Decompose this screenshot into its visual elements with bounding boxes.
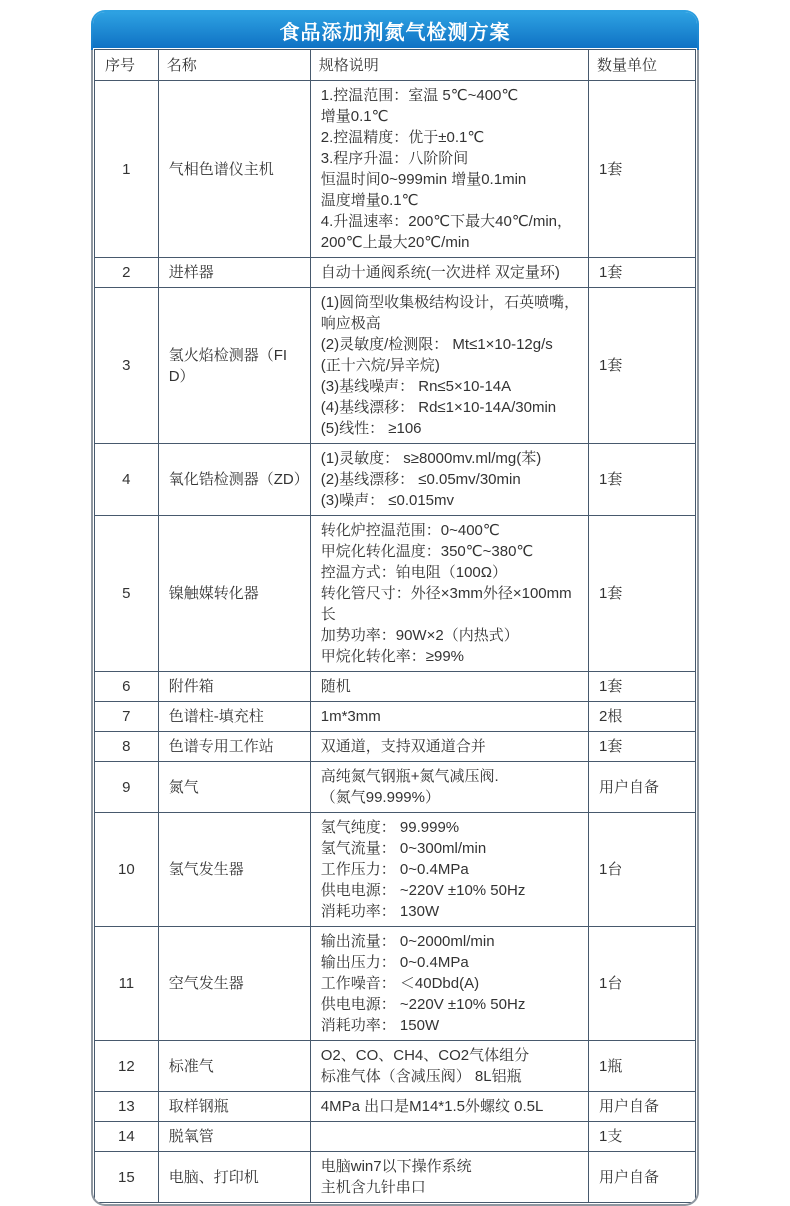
item-spec-cell [310, 288, 588, 444]
spec-line: O2、CO、CH4、CO2气体组分 [320, 1047, 530, 1064]
row-index-cell: 6 [95, 672, 159, 702]
item-name-cell: 电脑、打印机 [158, 1152, 310, 1203]
spec-line: (2)基线漂移： ≤0.05mv/30min [320, 471, 521, 488]
spec-line: (正十六烷/异辛烷) [320, 357, 440, 374]
item-qty-cell: 用户自备 [589, 1152, 696, 1203]
spec-line: 工作压力： 0~0.4MPa [320, 861, 469, 878]
spec-line: 自动十通阀系统(一次进样 双定量环) [320, 264, 560, 281]
spec-line: 电脑win7以下操作系统 [320, 1158, 472, 1175]
spec-line: 1.控温范围：室温 5℃~400℃ [320, 87, 519, 104]
spec-line: 氢气纯度： 99.999% [320, 819, 460, 836]
item-qty-cell: 1套 [589, 81, 696, 258]
spec-line: 供电电源： ~220V ±10% 50Hz [320, 882, 526, 899]
item-name-cell: 氢火焰检测器（FID） [158, 288, 310, 444]
row-index-cell: 3 [95, 288, 159, 444]
item-spec-cell [310, 672, 588, 702]
row-index-cell: 7 [95, 702, 159, 732]
table-row [95, 258, 696, 288]
item-spec-cell [310, 258, 588, 288]
spec-line: 转化管尺寸：外径×3mm外径×100mm长 [320, 585, 572, 623]
spec-line: 输出压力： 0~0.4MPa [320, 954, 469, 971]
spec-card-inner [93, 12, 697, 1204]
item-name-cell: 氢气发生器 [158, 813, 310, 927]
spec-line: 200℃上最大20℃/min [320, 234, 470, 251]
row-index-cell: 11 [95, 927, 159, 1041]
item-name-cell: 色谱柱-填充柱 [158, 702, 310, 732]
table-row [95, 732, 696, 762]
spec-line: 3.程序升温：八阶阶间 [320, 150, 469, 167]
spec-line: 1m*3mm [320, 708, 381, 725]
item-spec-cell [310, 516, 588, 672]
table-row [95, 516, 696, 672]
item-qty-cell: 1支 [589, 1122, 696, 1152]
item-spec-cell [310, 1152, 588, 1203]
item-name-cell: 空气发生器 [158, 927, 310, 1041]
table-row [95, 1092, 696, 1122]
item-name-cell: 进样器 [158, 258, 310, 288]
spec-line: 输出流量： 0~2000ml/min [320, 933, 495, 950]
table-row [95, 1152, 696, 1203]
row-index-cell: 8 [95, 732, 159, 762]
spec-line: 标准气体（含减压阀） 8L铝瓶 [320, 1068, 522, 1085]
spec-line: 加势功率：90W×2（内热式） [320, 627, 519, 644]
item-qty-cell: 1套 [589, 732, 696, 762]
row-index-cell: 14 [95, 1122, 159, 1152]
item-qty-cell: 1套 [589, 444, 696, 516]
table-header-row [95, 50, 696, 81]
table-row [95, 288, 696, 444]
item-name-cell: 附件箱 [158, 672, 310, 702]
spec-line: 响应极高 [320, 315, 381, 332]
spec-line: 甲烷化转化率：≥99% [320, 648, 465, 665]
item-name-cell: 氧化锆检测器（ZD） [158, 444, 310, 516]
row-index-cell: 13 [95, 1092, 159, 1122]
header-quantity: 数量单位 [589, 50, 696, 81]
table-row [95, 444, 696, 516]
table-row [95, 927, 696, 1041]
item-name-cell: 标准气 [158, 1041, 310, 1092]
row-index-cell: 10 [95, 813, 159, 927]
table-row [95, 702, 696, 732]
item-name-cell: 镍触媒转化器 [158, 516, 310, 672]
spec-line: 甲烷化转化温度：350℃~380℃ [320, 543, 534, 560]
row-index-cell: 15 [95, 1152, 159, 1203]
row-index-cell: 5 [95, 516, 159, 672]
header-index: 序号 [95, 50, 159, 81]
table-row [95, 813, 696, 927]
item-name-cell: 气相色谱仪主机 [158, 81, 310, 258]
spec-line: 温度增量0.1℃ [320, 192, 419, 209]
item-spec-cell [310, 444, 588, 516]
item-spec-cell [310, 81, 588, 258]
spec-line: 消耗功率： 150W [320, 1017, 440, 1034]
spec-line: 双通道，支持双通道合并 [320, 738, 486, 755]
item-qty-cell: 1套 [589, 672, 696, 702]
item-qty-cell: 2根 [589, 702, 696, 732]
item-qty-cell: 1套 [589, 288, 696, 444]
spec-line: 控温方式：铂电阻（100Ω） [320, 564, 507, 581]
spec-line: 主机含九针串口 [320, 1179, 426, 1196]
row-index-cell: 12 [95, 1041, 159, 1092]
item-spec-cell [310, 702, 588, 732]
spec-line: (2)灵敏度/检测限： Mt≤1×10-12g/s [320, 336, 553, 353]
item-spec-cell [310, 732, 588, 762]
spec-line: 增量0.1℃ [320, 108, 389, 125]
item-spec-cell [310, 1092, 588, 1122]
spec-line: 高纯氮气钢瓶+氮气减压阀. [320, 768, 499, 785]
spec-line: (5)线性： ≥106 [320, 420, 422, 437]
spec-line: (3)噪声： ≤0.015mv [320, 492, 455, 509]
table-row [95, 762, 696, 813]
item-spec-cell [310, 813, 588, 927]
item-spec-cell [310, 1122, 588, 1152]
spec-line: 转化炉控温范围：0~400℃ [320, 522, 500, 539]
item-name-cell: 脱氧管 [158, 1122, 310, 1152]
header-spec: 规格说明 [310, 50, 588, 81]
spec-line: （氮气99.999%） [320, 789, 440, 806]
table-row [95, 1041, 696, 1092]
spec-line: 消耗功率： 130W [320, 903, 440, 920]
item-name-cell: 取样钢瓶 [158, 1092, 310, 1122]
spec-line: (3)基线噪声： Rn≤5×10-14A [320, 378, 512, 395]
item-spec-cell [310, 927, 588, 1041]
spec-line: 氢气流量： 0~300ml/min [320, 840, 487, 857]
table-body [95, 81, 696, 1203]
spec-line: (1)圆筒型收集极结构设计，石英喷嘴， [320, 294, 580, 311]
item-qty-cell: 1台 [589, 813, 696, 927]
spec-line: 恒温时间0~999min 增量0.1min [320, 171, 527, 188]
item-qty-cell: 1台 [589, 927, 696, 1041]
spec-table [94, 49, 696, 1203]
item-name-cell: 氮气 [158, 762, 310, 813]
row-index-cell: 9 [95, 762, 159, 813]
header-name: 名称 [158, 50, 310, 81]
spec-line: 随机 [320, 678, 351, 695]
row-index-cell: 2 [95, 258, 159, 288]
page-title: 食品添加剂氮气检测方案 [93, 12, 697, 48]
row-index-cell: 4 [95, 444, 159, 516]
table-row [95, 81, 696, 258]
item-qty-cell: 1套 [589, 258, 696, 288]
item-name-cell: 色谱专用工作站 [158, 732, 310, 762]
table-row [95, 1122, 696, 1152]
spec-line: (4)基线漂移： Rd≤1×10-14A/30min [320, 399, 557, 416]
row-index-cell: 1 [95, 81, 159, 258]
item-spec-cell [310, 1041, 588, 1092]
item-qty-cell: 1套 [589, 516, 696, 672]
spec-line: (1)灵敏度： s≥8000mv.ml/mg(苯) [320, 450, 542, 467]
item-qty-cell: 用户自备 [589, 1092, 696, 1122]
spec-line: 工作噪音： ＜40Dbd(A) [320, 975, 480, 992]
spec-line: 供电电源： ~220V ±10% 50Hz [320, 996, 526, 1013]
item-spec-cell [310, 762, 588, 813]
item-qty-cell: 用户自备 [589, 762, 696, 813]
spec-line: 4.升温速率：200℃下最大40℃/min， [320, 213, 573, 230]
spec-line: 2.控温精度：优于±0.1℃ [320, 129, 485, 146]
item-qty-cell: 1瓶 [589, 1041, 696, 1092]
spec-card [91, 10, 699, 1206]
table-row [95, 672, 696, 702]
spec-line: 4MPa 出口是M14*1.5外螺纹 0.5L [320, 1098, 544, 1115]
